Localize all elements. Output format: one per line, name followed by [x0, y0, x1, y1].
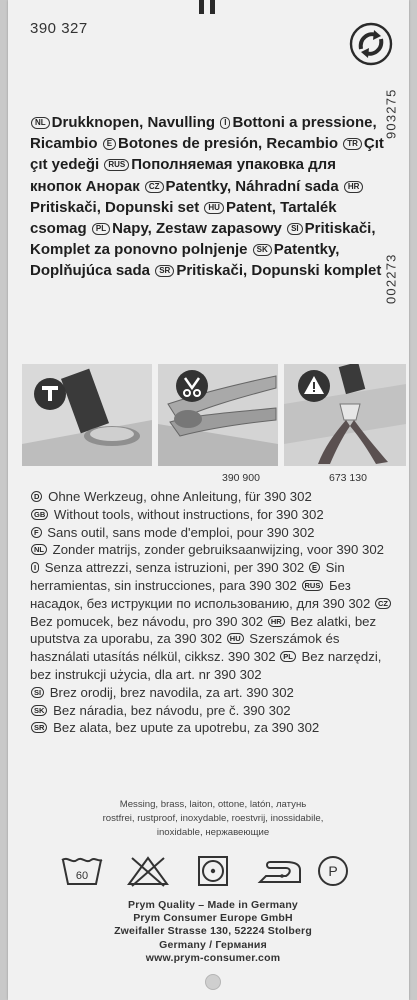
material-line: inoxidable, нержавеющие	[156, 826, 270, 838]
language-badge: PL	[92, 223, 110, 235]
product-name: Botones de presión, Recambio	[118, 135, 339, 153]
product-name: Drukknopen, Navulling	[51, 114, 216, 131]
product-name: Пополняемая упаковка для кнопок Анорак	[30, 156, 336, 195]
product-name: Bottoni a pressione, Ricambio	[30, 114, 377, 153]
usage-note: Bez alatki, bez uputstva za uporabu, za 390 302	[30, 613, 377, 647]
language-badge: SR	[31, 722, 47, 733]
usage-note: Bez alata, bez upute za upotrebu, za 390 302	[53, 720, 320, 736]
language-badge: HR	[268, 616, 285, 627]
article-number: 390 327	[30, 20, 88, 37]
usage-note: Bez narzędzi, bez instrukcji użycia, dla art. nr 390 302	[30, 649, 382, 682]
language-badge: CZ	[375, 598, 391, 609]
product-name: Pritiskači, Dopunski set	[30, 198, 200, 216]
packaging-card	[8, 0, 409, 1000]
no-bleach-icon	[126, 854, 170, 888]
language-badge: RUS	[104, 159, 129, 171]
hang-slot	[199, 0, 217, 14]
material-line: rostfrei, rustproof, inoxydable, roestvrij, inossidabile,	[102, 812, 324, 824]
language-badge: GB	[31, 509, 48, 520]
language-badge: D	[31, 491, 42, 502]
usage-note: Senza attrezzi, senza istruzioni, per 390 302	[44, 560, 305, 576]
usage-note: Szerszámok és használati utasítás nélkül, cikksz. 390 302	[30, 631, 340, 665]
language-badge: NL	[31, 117, 50, 129]
usage-note: Sin herramientas, sin instrucciones, para 390 302	[30, 560, 345, 593]
language-badge: CZ	[145, 181, 164, 193]
usage-note: Ohne Werkzeug, ohne Anleitung, für 390 302	[48, 489, 312, 504]
green-dot-recycle-icon	[349, 22, 393, 66]
product-name-translations	[30, 112, 384, 282]
usage-notes-translations	[30, 488, 396, 737]
barcode-digit-group: 002273	[383, 253, 399, 305]
product-name: Patentky, Náhradní sada	[165, 177, 339, 195]
language-badge: I	[31, 562, 39, 573]
pliers-illustration	[158, 364, 278, 466]
dry-clean-p-icon	[316, 854, 350, 888]
product-name: Pritiskači, Dopunski komplet	[176, 262, 382, 280]
language-badge: E	[103, 138, 116, 150]
hammer-illustration	[22, 364, 152, 466]
tumble-dry-icon	[196, 854, 232, 888]
language-badge: PL	[280, 651, 296, 662]
wash-60-icon	[60, 854, 104, 888]
usage-note: Без насадок, без иструкции по использованию, для 390 302	[30, 577, 371, 611]
language-badge: RUS	[302, 580, 324, 591]
product-name: Çıt çıt yedeği	[30, 135, 384, 174]
svg-text:60: 60	[75, 870, 89, 882]
tool-reference-number: 673 130	[329, 472, 367, 484]
tripod-tool-illustration	[284, 364, 406, 466]
language-badge: SK	[253, 244, 272, 256]
usage-note: Sans outil, sans mode d'emploi, pour 390 302	[47, 524, 315, 540]
material-line: Messing, brass, laiton, ottone, latón, латунь	[119, 799, 307, 810]
language-badge: TR	[343, 138, 362, 150]
usage-note: Bez náradia, bez návodu, pre č. 390 302	[53, 702, 291, 718]
usage-note: Zonder matrijs, zonder gebruiksaanwijzing, voor 390 302	[52, 542, 385, 558]
care-symbols	[60, 854, 360, 890]
iron-icon	[256, 854, 304, 888]
footer-quality-line: Prym Quality – Made in Germany	[128, 899, 298, 911]
language-badge: I	[220, 117, 230, 129]
footer-company-line: Prym Consumer Europe GmbH	[133, 912, 293, 925]
manufacturer-info	[28, 899, 398, 965]
product-name: Napy, Zestaw zapasowy	[112, 220, 282, 238]
usage-note: Brez orodij, brez navodila, za art. 390 302	[49, 684, 294, 700]
language-badge: NL	[31, 544, 47, 555]
material-info	[28, 798, 398, 839]
usage-note: Bez pomucek, bez návodu, pro 390 302	[30, 613, 264, 629]
language-badge: HU	[204, 202, 224, 214]
card-punch-hole	[205, 974, 221, 990]
tool-reference-number: 390 900	[222, 472, 260, 484]
language-badge: SK	[31, 705, 47, 716]
usage-note: Without tools, without instructions, for 390 302	[53, 506, 324, 522]
product-name: Patentky, Doplňujúca sada	[30, 241, 340, 280]
language-badge: HU	[227, 633, 244, 644]
footer-country-line: Germany / Германия	[159, 938, 267, 951]
product-name: Patent, Tartalék csomag	[30, 198, 337, 238]
svg-text:P: P	[328, 863, 338, 879]
language-badge: SR	[155, 265, 174, 277]
language-badge: F	[31, 527, 42, 538]
language-badge: HR	[344, 181, 364, 193]
product-name: Pritiskači, Komplet za ponovno polnjenje	[30, 220, 376, 259]
footer-website-link[interactable]: www.prym-consumer.com	[145, 951, 281, 964]
language-badge: SI	[31, 687, 44, 698]
tool-illustrations	[22, 364, 406, 466]
language-badge: E	[309, 562, 320, 573]
footer-address-line: Zweifaller Strasse 130, 52224 Stolberg	[114, 925, 312, 938]
language-badge: SI	[287, 223, 303, 235]
barcode-digit-group: 903275	[383, 88, 399, 139]
